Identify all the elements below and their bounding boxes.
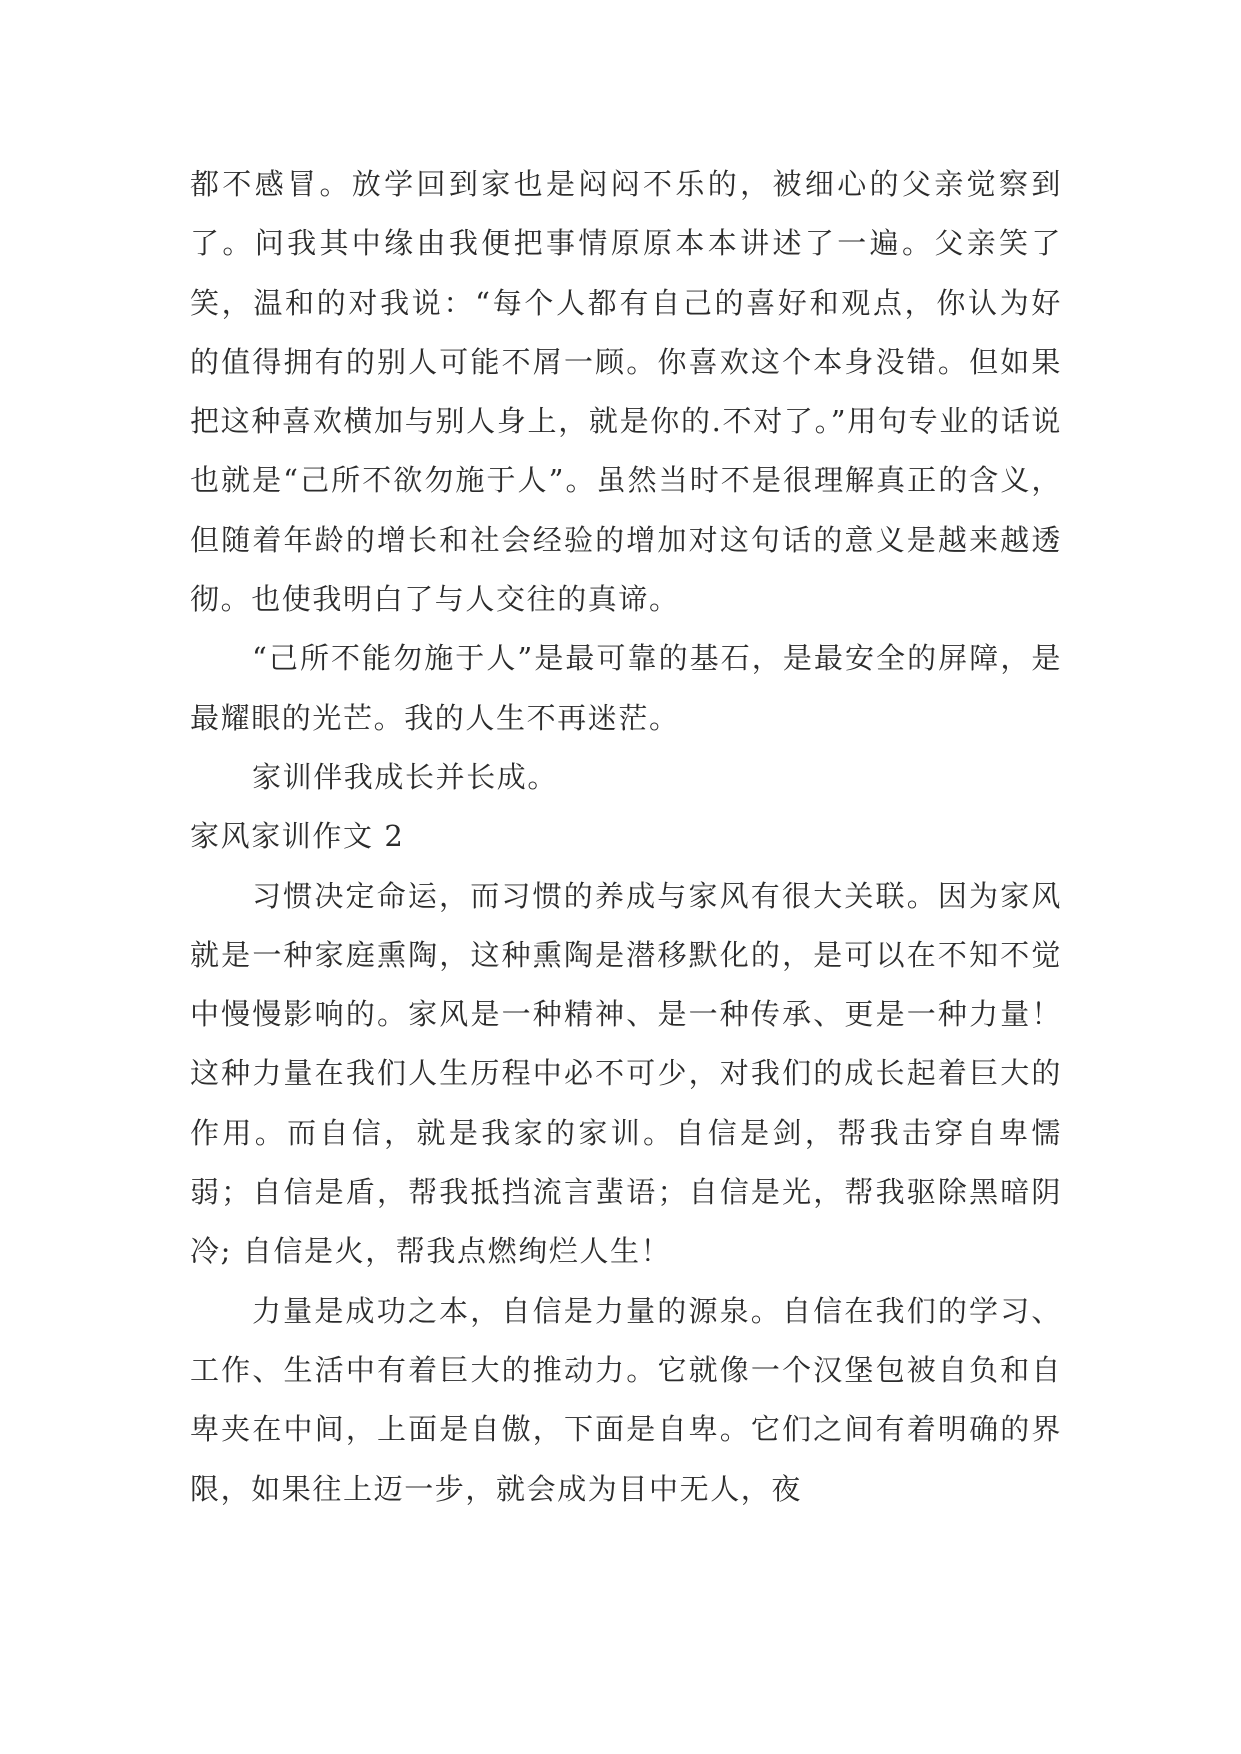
paragraph-2: “己所不能勿施于人”是最可靠的基石，是最安全的屏障，是最耀眼的光芒。我的人生不再迷茫。 [190,641,1062,735]
paragraph-5: 力量是成功之本，自信是力量的源泉。自信在我们的学习、工作、生活中有着巨大的推动力。它就像一个汉堡包被自负和自卑夹在中间，上面是自傲，下面是自卑。它们之间有着明确的界限，如果往上迈一步，就会成为目中无人，夜 [190,1293,1062,1506]
section-heading: 家风家训作文 2 [190,819,405,854]
paragraph-3: 家训伴我成长并长成。 [252,759,559,794]
paragraph-1: 都不感冒。放学回到家也是闷闷不乐的，被细心的父亲觉察到了。问我其中缘由我便把事情原原本本讲述了一遍。父亲笑了笑，温和的对我说：“每个人都有自己的喜好和观点，你认为好的值得拥有的别人可能不屑一顾。你喜欢这个本身没错。但如果把这种喜欢横加与别人身上，就是你的.不对了。”用句专业的话说也就是“己所不欲勿施于人”。虽然当时不是很理解真正的含义，但随着年龄的增长和社会经验的增加对这句话的意义是越来越透彻。也使我明白了与人交往的真谛。 [190,167,1062,617]
paragraph-4: 习惯决定命运，而习惯的养成与家风有很大关联。因为家风就是一种家庭熏陶，这种熏陶是潜移默化的，是可以在不知不觉中慢慢影响的。家风是一种精神、是一种传承、更是一种力量！这种力量在我们人生历程中必不可少，对我们的成长起着巨大的作用。而自信，就是我家的家训。自信是剑，帮我击穿自卑懦弱；自信是盾，帮我抵挡流言蜚语；自信是光，帮我驱除黑暗阴冷; 自信是火，帮我点燃绚烂人生！ [190,878,1062,1269]
document-body [190,155,1062,1519]
